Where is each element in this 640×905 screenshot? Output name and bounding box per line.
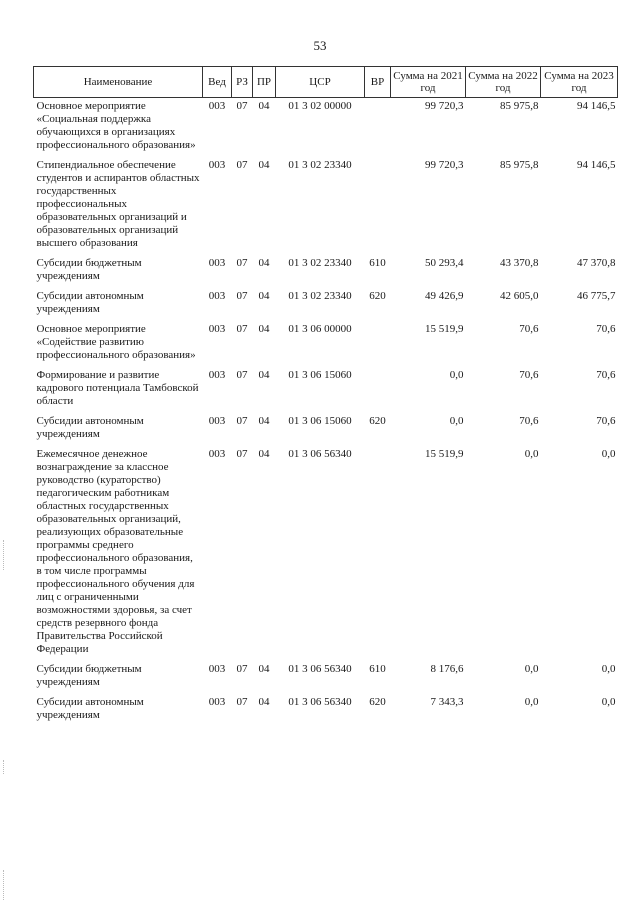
table-row: [34, 155, 618, 253]
row-vr: [365, 98, 391, 156]
header-sum-2021: Сумма на 2021 год: [391, 67, 466, 98]
row-csr: 01 3 02 00000: [288, 100, 352, 112]
table-row: [34, 286, 618, 319]
row-sum-2022: 43 370,8: [500, 257, 539, 269]
row-sum-2022: 70,6: [519, 415, 539, 427]
row-sum-2023: 70,6: [596, 323, 616, 335]
row-csr: 01 3 06 00000: [288, 323, 352, 335]
row-ved: 003: [208, 448, 226, 460]
row-vr: [365, 365, 391, 411]
row-sum-2021: 8 176,6: [430, 663, 464, 675]
row-sum-2022: 70,6: [519, 369, 539, 381]
row-csr: 01 3 06 56340: [288, 448, 352, 460]
table-row: [34, 98, 618, 156]
row-rz: 07: [236, 448, 248, 460]
row-sum-2023: 70,6: [596, 415, 616, 427]
row-csr: 01 3 06 56340: [288, 696, 352, 708]
row-rz: 07: [236, 369, 248, 381]
row-vr: [365, 319, 391, 365]
row-ved: 003: [208, 663, 226, 675]
header-ved: Вед: [203, 67, 232, 98]
row-name: Ежемесячное денежное вознаграждение за классное руководство (кураторство) педагогическим работникам областных государственных образовательных организаций, реализующих образовательные программы среднего профессионального образования, в том числе программы профессионального обучения для лиц с ограниченными возможностями здоровья, за счет средств резервного фонда Правительства Российской Федерации: [36, 448, 195, 655]
row-csr: 01 3 02 23340: [288, 257, 352, 269]
row-rz: 07: [236, 415, 248, 427]
row-sum-2021: 0,0: [449, 369, 464, 381]
row-rz: 07: [236, 290, 248, 302]
row-sum-2023: 0,0: [601, 696, 616, 708]
row-pr: 04: [258, 257, 270, 269]
row-name: Основное мероприятие «Содействие развитию профессионального образования»: [36, 323, 196, 361]
row-rz: 07: [236, 323, 248, 335]
row-vr: [365, 155, 391, 253]
row-ved: 003: [208, 696, 226, 708]
row-name: Субсидии бюджетным учреждениям: [36, 663, 142, 688]
row-sum-2022: 0,0: [524, 448, 539, 460]
row-rz: 07: [236, 663, 248, 675]
row-pr: 04: [258, 369, 270, 381]
row-sum-2023: 0,0: [601, 448, 616, 460]
table-row: [34, 319, 618, 365]
row-ved: 003: [208, 415, 226, 427]
row-vr: [365, 444, 391, 659]
row-sum-2021: 15 519,9: [425, 323, 464, 335]
row-sum-2021: 50 293,4: [425, 257, 464, 269]
row-ved: 003: [208, 323, 226, 335]
row-csr: 01 3 06 56340: [288, 663, 352, 675]
row-sum-2021: 49 426,9: [425, 290, 464, 302]
row-sum-2023: 0,0: [601, 663, 616, 675]
row-sum-2021: 0,0: [449, 415, 464, 427]
row-csr: 01 3 06 15060: [288, 415, 352, 427]
row-sum-2021: 99 720,3: [425, 159, 464, 171]
header-csr: ЦСР: [276, 67, 365, 98]
table-row: [34, 692, 618, 725]
row-pr: 04: [258, 448, 270, 460]
row-csr: 01 3 06 15060: [288, 369, 352, 381]
row-name: Субсидии автономным учреждениям: [36, 290, 144, 315]
row-rz: 07: [236, 257, 248, 269]
table-row: [34, 444, 618, 659]
row-name: Субсидии автономным учреждениям: [36, 696, 144, 721]
row-pr: 04: [258, 323, 270, 335]
row-vr: 610: [369, 663, 386, 675]
row-name: Основное мероприятие «Социальная поддержка обучающихся в организациях профессионального образования»: [36, 100, 196, 151]
row-csr: 01 3 02 23340: [288, 159, 352, 171]
row-vr: 610: [369, 257, 386, 269]
table-body: [34, 98, 618, 726]
row-sum-2022: 70,6: [519, 323, 539, 335]
row-vr: 620: [369, 696, 386, 708]
row-ved: 003: [208, 290, 226, 302]
row-sum-2023: 94 146,5: [577, 100, 616, 112]
row-sum-2021: 99 720,3: [425, 100, 464, 112]
table-row: [34, 411, 618, 444]
table-row: [34, 659, 618, 692]
row-rz: 07: [236, 100, 248, 112]
row-sum-2023: 46 775,7: [577, 290, 616, 302]
row-sum-2021: 15 519,9: [425, 448, 464, 460]
row-rz: 07: [236, 696, 248, 708]
row-name: Субсидии бюджетным учреждениям: [36, 257, 142, 282]
row-sum-2022: 0,0: [524, 663, 539, 675]
row-ved: 003: [208, 100, 226, 112]
row-csr: 01 3 02 23340: [288, 290, 352, 302]
row-pr: 04: [258, 696, 270, 708]
header-sum-2022: Сумма на 2022 год: [466, 67, 541, 98]
row-vr: 620: [369, 290, 386, 302]
table-row: [34, 253, 618, 286]
row-pr: 04: [258, 290, 270, 302]
row-sum-2023: 47 370,8: [577, 257, 616, 269]
row-sum-2022: 0,0: [524, 696, 539, 708]
row-sum-2022: 85 975,8: [500, 159, 539, 171]
row-name: Стипендиальное обеспечение студентов и аспирантов областных государственных профессиональных образовательных организаций и образовательных организаций высшего образования: [36, 159, 200, 249]
row-pr: 04: [258, 663, 270, 675]
page-number: 53: [313, 38, 327, 53]
header-pr: ПР: [253, 67, 276, 98]
header-sum-2023: Сумма на 2023 год: [541, 67, 618, 98]
table-row: [34, 365, 618, 411]
row-ved: 003: [208, 257, 226, 269]
row-sum-2023: 94 146,5: [577, 159, 616, 171]
row-name: Субсидии автономным учреждениям: [36, 415, 144, 440]
header-name: Наименование: [34, 67, 203, 98]
row-sum-2021: 7 343,3: [430, 696, 464, 708]
row-name: Формирование и развитие кадрового потенциала Тамбовской области: [36, 369, 199, 407]
header-rz: РЗ: [232, 67, 253, 98]
row-sum-2022: 42 605,0: [500, 290, 539, 302]
table-header: [34, 67, 618, 98]
row-pr: 04: [258, 100, 270, 112]
row-rz: 07: [236, 159, 248, 171]
row-ved: 003: [208, 369, 226, 381]
header-vr: ВР: [365, 67, 391, 98]
scan-margin-mark: [3, 540, 5, 570]
row-sum-2022: 85 975,8: [500, 100, 539, 112]
row-ved: 003: [208, 159, 226, 171]
row-pr: 04: [258, 415, 270, 427]
row-sum-2023: 70,6: [596, 369, 616, 381]
budget-table: [33, 66, 618, 725]
scan-margin-mark: [3, 870, 5, 900]
row-vr: 620: [369, 415, 386, 427]
row-pr: 04: [258, 159, 270, 171]
scan-margin-mark: [3, 760, 5, 774]
